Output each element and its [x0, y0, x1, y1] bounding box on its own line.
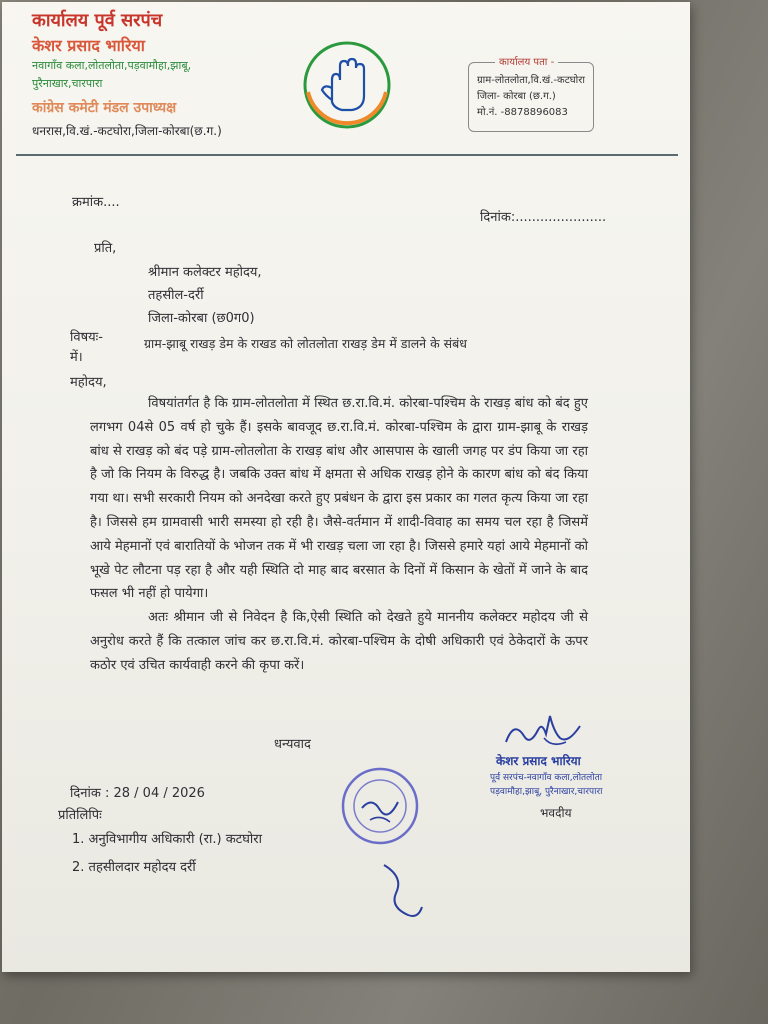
- copy-to-item: 1. अनुविभागीय अधिकारी (रा.) कटघोरा: [72, 832, 262, 847]
- recipient-line1: श्रीमान कलेक्टर महोदय,: [148, 265, 262, 280]
- letterhead-villages-2: पुरैनाखार,चारपारा: [32, 77, 103, 90]
- letter-sheet: [2, 2, 690, 972]
- letterhead-post: कांग्रेस कमेटी मंडल उपाध्यक्ष: [32, 100, 177, 116]
- copy-to-item: 2. तहसीलदार महोदय दर्री: [72, 860, 196, 875]
- handwritten-mark: [374, 857, 434, 927]
- recipient-line2: तहसील-दर्री: [148, 288, 204, 303]
- letter-body: [90, 392, 588, 678]
- subject-label-cont: में।: [70, 350, 83, 365]
- body-paragraph-1: विषयांतर्गत है कि ग्राम-लोतलोता में स्थित छ.रा.वि.मं. कोरबा-पश्चिम के राखड़ बांध को बंद हुए लगभग 04से 05 वर्ष हो चुके हैं। इसके बावजूद छ.रा.वि.मं. कोरबा-पश्चिम के द्वारा ग्राम-झाबू के राखड़ बांध से राखड़ को बंद पड़े ग्राम-लोतलोता के राखड़ बांध और आसपास के खाली जगह पर डंप किया जा रहा है जो कि नियम के विरुद्ध है। जबकि उक्त बांध में क्षमता से अधिक राखड़ होने के कारण बांध को बंद किया गया था। सभी सरकारी नियम को अनदेखा करते हुए प्रबंधन के द्वारा इस प्रकार का गलत कृत्य किया जा रहा है। जिससे हम ग्रामवासी भारी समस्या हो रही है। जैसे-वर्तमान में शादी-विवाह का समय चल रहा है जिसमें आये मेहमानों एवं बारातियों के भोजन तक में भी राखड़ चला जा रहा है। जिससे हमारे यहां आये मेहमानों को भूखे पेट लौटना पड़ रहा है और यही स्थिति दो माह बाद बरसात के दिनों में किसान के खेतों में जाने के बाद फसल भी नहीं हो पायेगा।: [90, 396, 588, 602]
- signature-line1: पूर्व सरपंच-नवागाँव कला,लोतलोता: [490, 773, 603, 783]
- header-divider: [16, 154, 678, 156]
- letter-date: दिनांक : 28 / 04 / 2026: [70, 786, 205, 801]
- signature-line2: पड़वामौहा,झाबू, पुरैनाखार,चारपारा: [490, 787, 603, 797]
- signature-name: केशर प्रसाद भारिया: [496, 754, 581, 768]
- handwritten-signature: [500, 712, 590, 752]
- copy-to-label: प्रतिलिपिः: [58, 808, 102, 823]
- reference-date: दिनांक:......................: [480, 210, 607, 225]
- signature-block: [490, 712, 640, 822]
- subject-label: विषयः-: [70, 330, 103, 345]
- reference-number: क्रमांक....: [72, 195, 120, 210]
- letterhead-villages-1: नवागाँव कला,लोतलोता,पड़वामौहा,झाबू,: [32, 59, 192, 72]
- body-paragraph-2: अतः श्रीमान जी से निवेदन है कि,ऐसी स्थिति को देखते हुये माननीय कलेक्टर महोदय जी से अनुरोध करते हैं कि तत्काल जांच कर छ.रा.वि.मं. कोरबा-पश्चिम के दोषी अधिकारी एवं ठेकेदारों के ऊपर कठोर एवं उचित कार्यवाही करने की कृपा करें।: [90, 610, 588, 673]
- recipient-to: प्रति,: [94, 241, 117, 256]
- letterhead-name: केशर प्रसाद भारिया: [32, 36, 145, 55]
- thanks: धन्यवाद: [274, 737, 311, 752]
- office-address-line1: ग्राम-लोतलोता,वि.खं.-कटघोरा: [477, 75, 585, 86]
- hand-logo-icon: [302, 40, 392, 130]
- office-phone: मो.नं. -8878896083: [477, 107, 568, 118]
- copy-to-list: [72, 826, 262, 882]
- office-address-label: कार्यालय पता -: [495, 55, 558, 71]
- letterhead-place: धनरास,वि.खं.-कटघोरा,जिला-कोरबा(छ.ग.): [32, 124, 222, 138]
- office-address-line2: जिला- कोरबा (छ.ग.): [477, 91, 556, 102]
- recipient-line3: जिला-कोरबा (छ0ग0): [148, 311, 255, 326]
- closing: भवदीय: [540, 806, 572, 820]
- letterhead-title: कार्यालय पूर्व सरपंच: [32, 10, 163, 31]
- subject-text: ग्राम-झाबू राखड़ डेम के राखड को लोतलोता राखड़ डेम में डालने के संबंध: [144, 336, 467, 351]
- round-stamp: [340, 766, 420, 846]
- office-address-box: [468, 57, 594, 132]
- salutation: महोदय,: [70, 375, 107, 390]
